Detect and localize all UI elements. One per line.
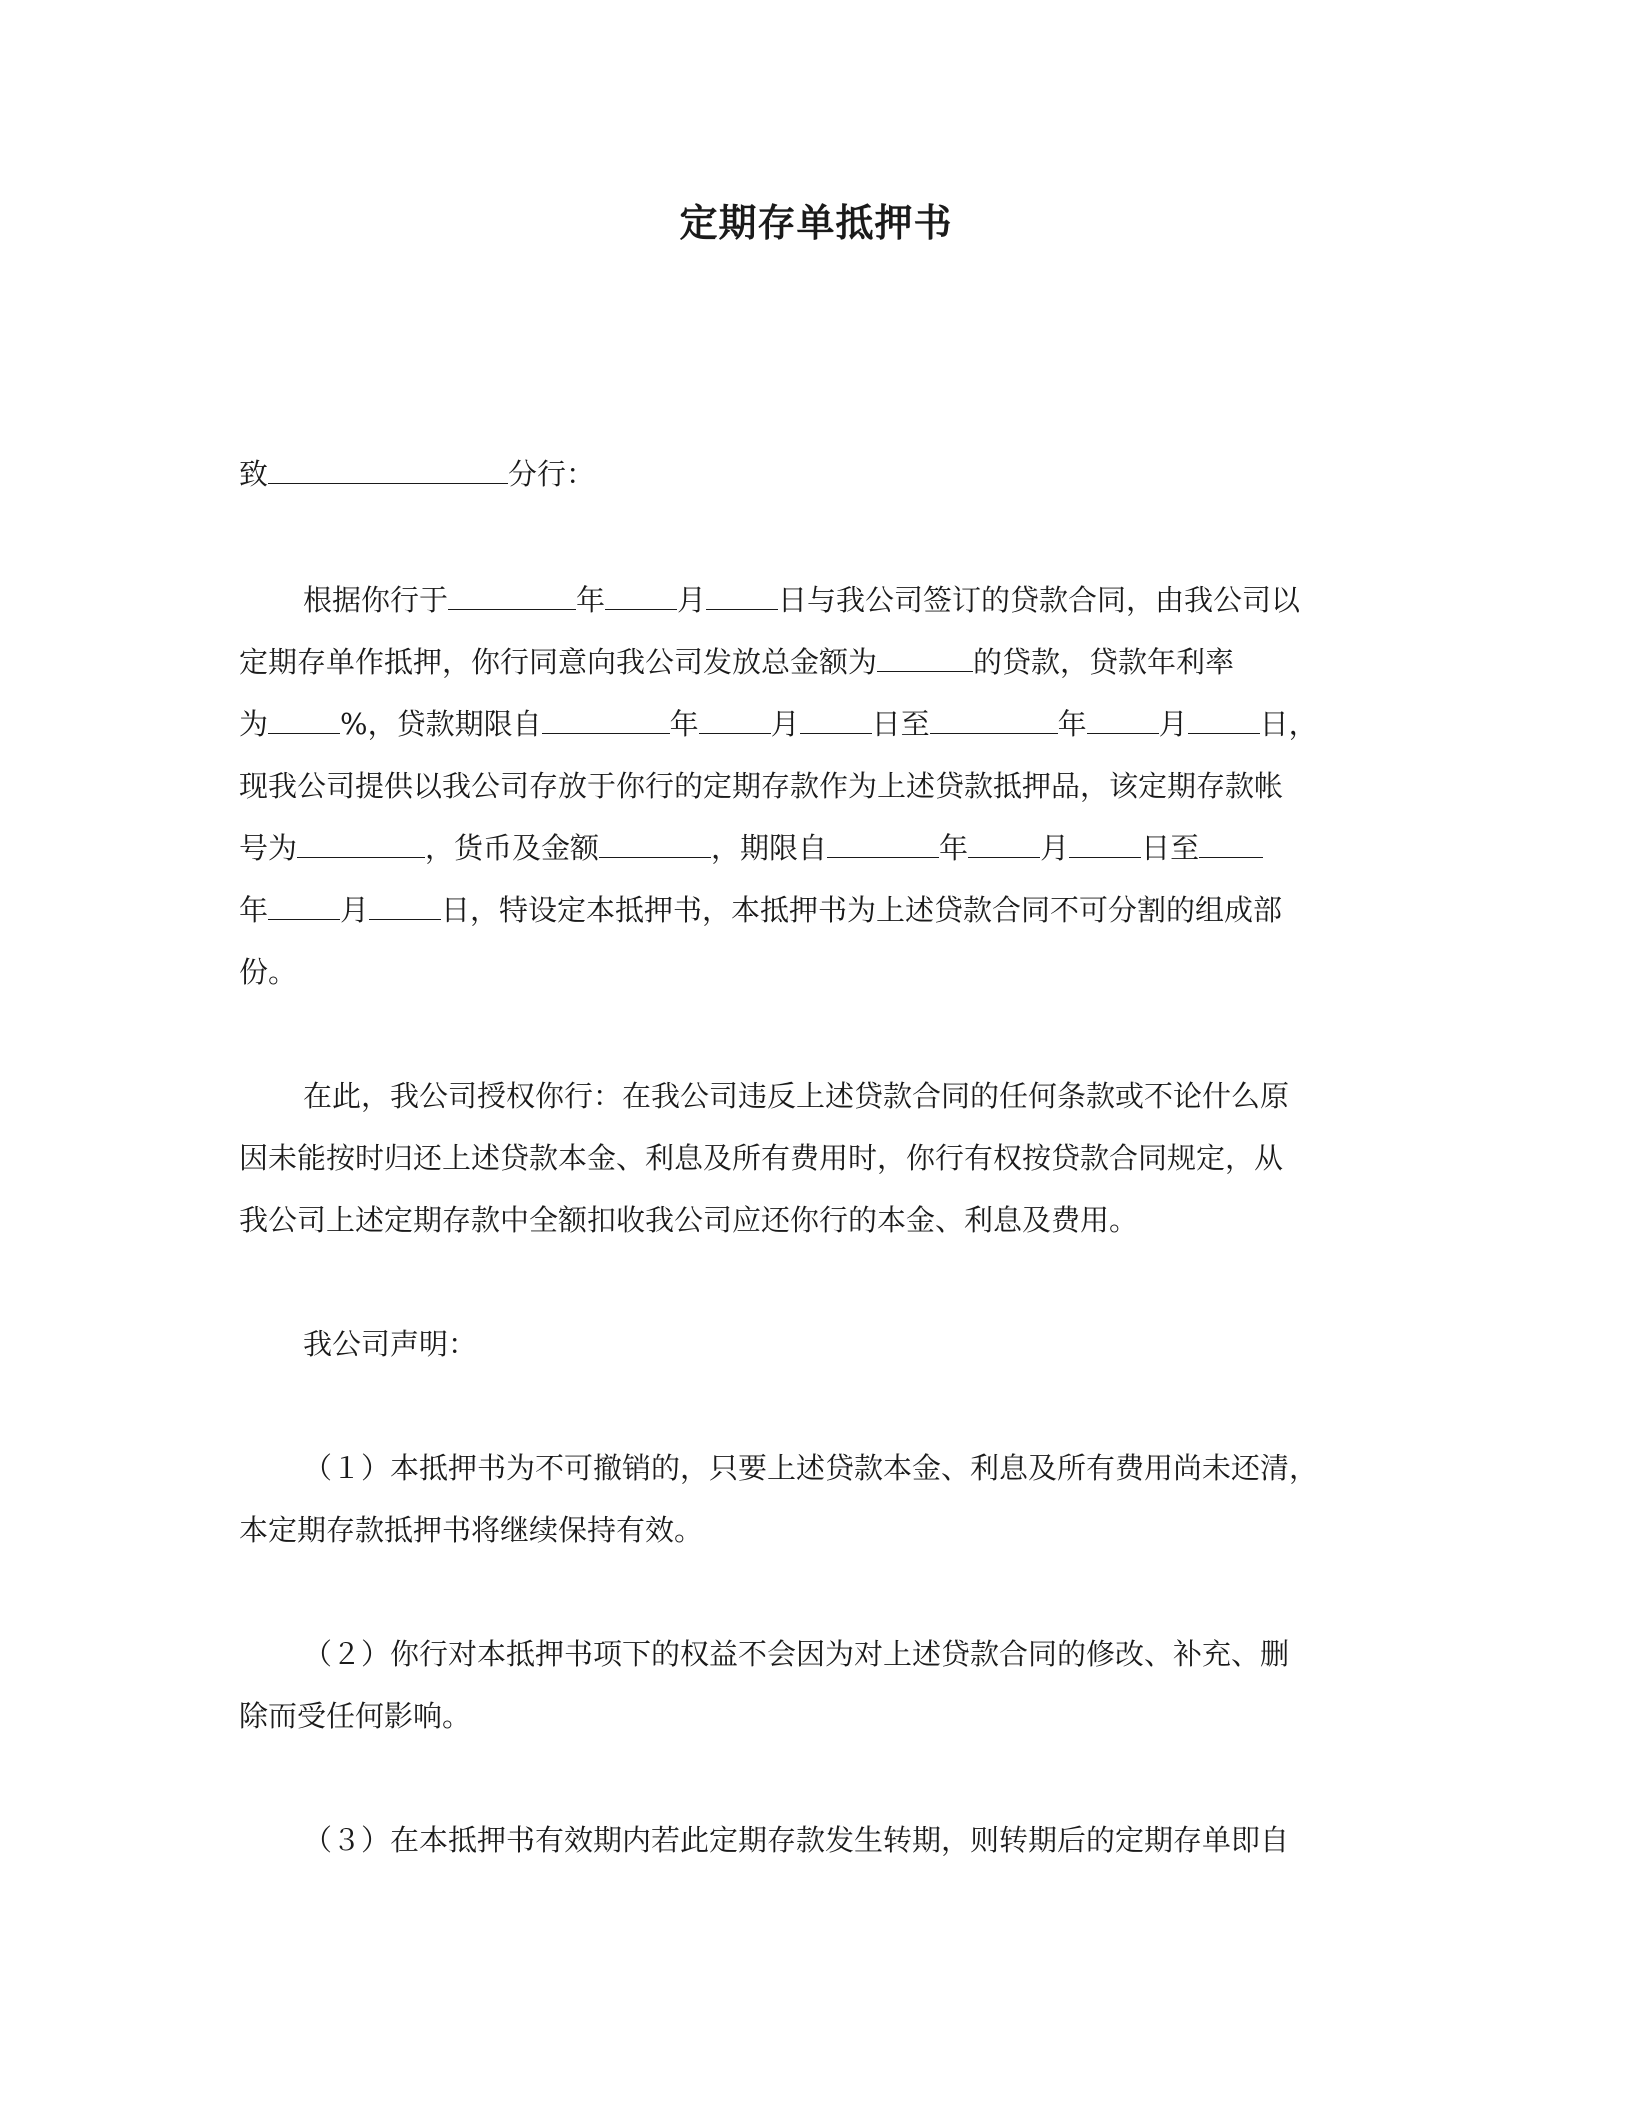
loan-amount-blank[interactable] xyxy=(877,643,973,672)
contract-year-blank[interactable] xyxy=(448,581,576,610)
para2-line1: 在此，我公司授权你行：在我公司违反上述贷款合同的任何条款或不论什么原 xyxy=(303,1079,1290,1113)
item1-line2: 本定期存款抵押书将继续保持有效。 xyxy=(239,1513,704,1547)
item3-line1: （３）在本抵押书有效期内若此定期存款发生转期，则转期后的定期存单即自 xyxy=(303,1823,1290,1857)
loan-start-day-blank[interactable] xyxy=(800,705,872,734)
item2-line1: （２）你行对本抵押书项下的权益不会因为对上述贷款合同的修改、补充、删 xyxy=(303,1637,1290,1671)
currency-amount-blank[interactable] xyxy=(599,829,711,858)
document-title: 定期存单抵押书 xyxy=(679,201,953,245)
deposit-end-day-blank[interactable] xyxy=(369,891,441,920)
para1-line4: 现我公司提供以我公司存放于你行的定期存款作为上述贷款抵押品，该定期存款帐 xyxy=(239,769,1284,803)
account-number-blank[interactable] xyxy=(297,829,425,858)
para1-line6: 年 月 日，特设定本抵押书，本抵押书为上述贷款合同不可分割的组成部 xyxy=(239,893,1283,927)
interest-rate-blank[interactable] xyxy=(268,705,340,734)
para1-line5: 号为 ，货币及金额 ，期限自 年 月 日至 xyxy=(239,828,1263,868)
para1-line7: 份。 xyxy=(239,955,298,989)
deposit-end-month-blank[interactable] xyxy=(268,891,340,920)
deposit-start-month-blank[interactable] xyxy=(968,829,1040,858)
deposit-start-day-blank[interactable] xyxy=(1069,829,1141,858)
loan-start-year-blank[interactable] xyxy=(542,705,670,734)
loan-end-day-blank[interactable] xyxy=(1188,705,1260,734)
address-line: 致 分行： xyxy=(239,457,596,491)
loan-start-month-blank[interactable] xyxy=(699,705,771,734)
item1-line1: （１）本抵押书为不可撤销的，只要上述贷款本金、利息及所有费用尚未还清， xyxy=(303,1451,1319,1485)
para1-line1: 根据你行于 年 月 日与我公司签订的贷款合同，由我公司以 xyxy=(303,583,1301,617)
deposit-start-year-blank[interactable] xyxy=(827,829,939,858)
item2-line2: 除而受任何影响。 xyxy=(239,1699,472,1733)
para2-line2: 因未能按时归还上述贷款本金、利息及所有费用时，你行有权按贷款合同规定，从 xyxy=(239,1141,1284,1175)
contract-month-blank[interactable] xyxy=(605,581,677,610)
loan-end-month-blank[interactable] xyxy=(1087,705,1159,734)
declaration-heading: 我公司声明： xyxy=(303,1327,478,1361)
para2-line3: 我公司上述定期存款中全额扣收我公司应还你行的本金、利息及费用。 xyxy=(239,1203,1139,1237)
loan-end-year-blank[interactable] xyxy=(930,705,1058,734)
para1-line3: 为 %，贷款期限自 年 月 日至 年 月 日， xyxy=(239,707,1318,741)
deposit-end-year-blank[interactable] xyxy=(1199,829,1263,858)
para1-line2: 定期存单作抵押，你行同意向我公司发放总金额为 的贷款，贷款年利率 xyxy=(239,645,1235,679)
contract-day-blank[interactable] xyxy=(706,581,778,610)
branch-name-blank[interactable] xyxy=(268,455,508,484)
